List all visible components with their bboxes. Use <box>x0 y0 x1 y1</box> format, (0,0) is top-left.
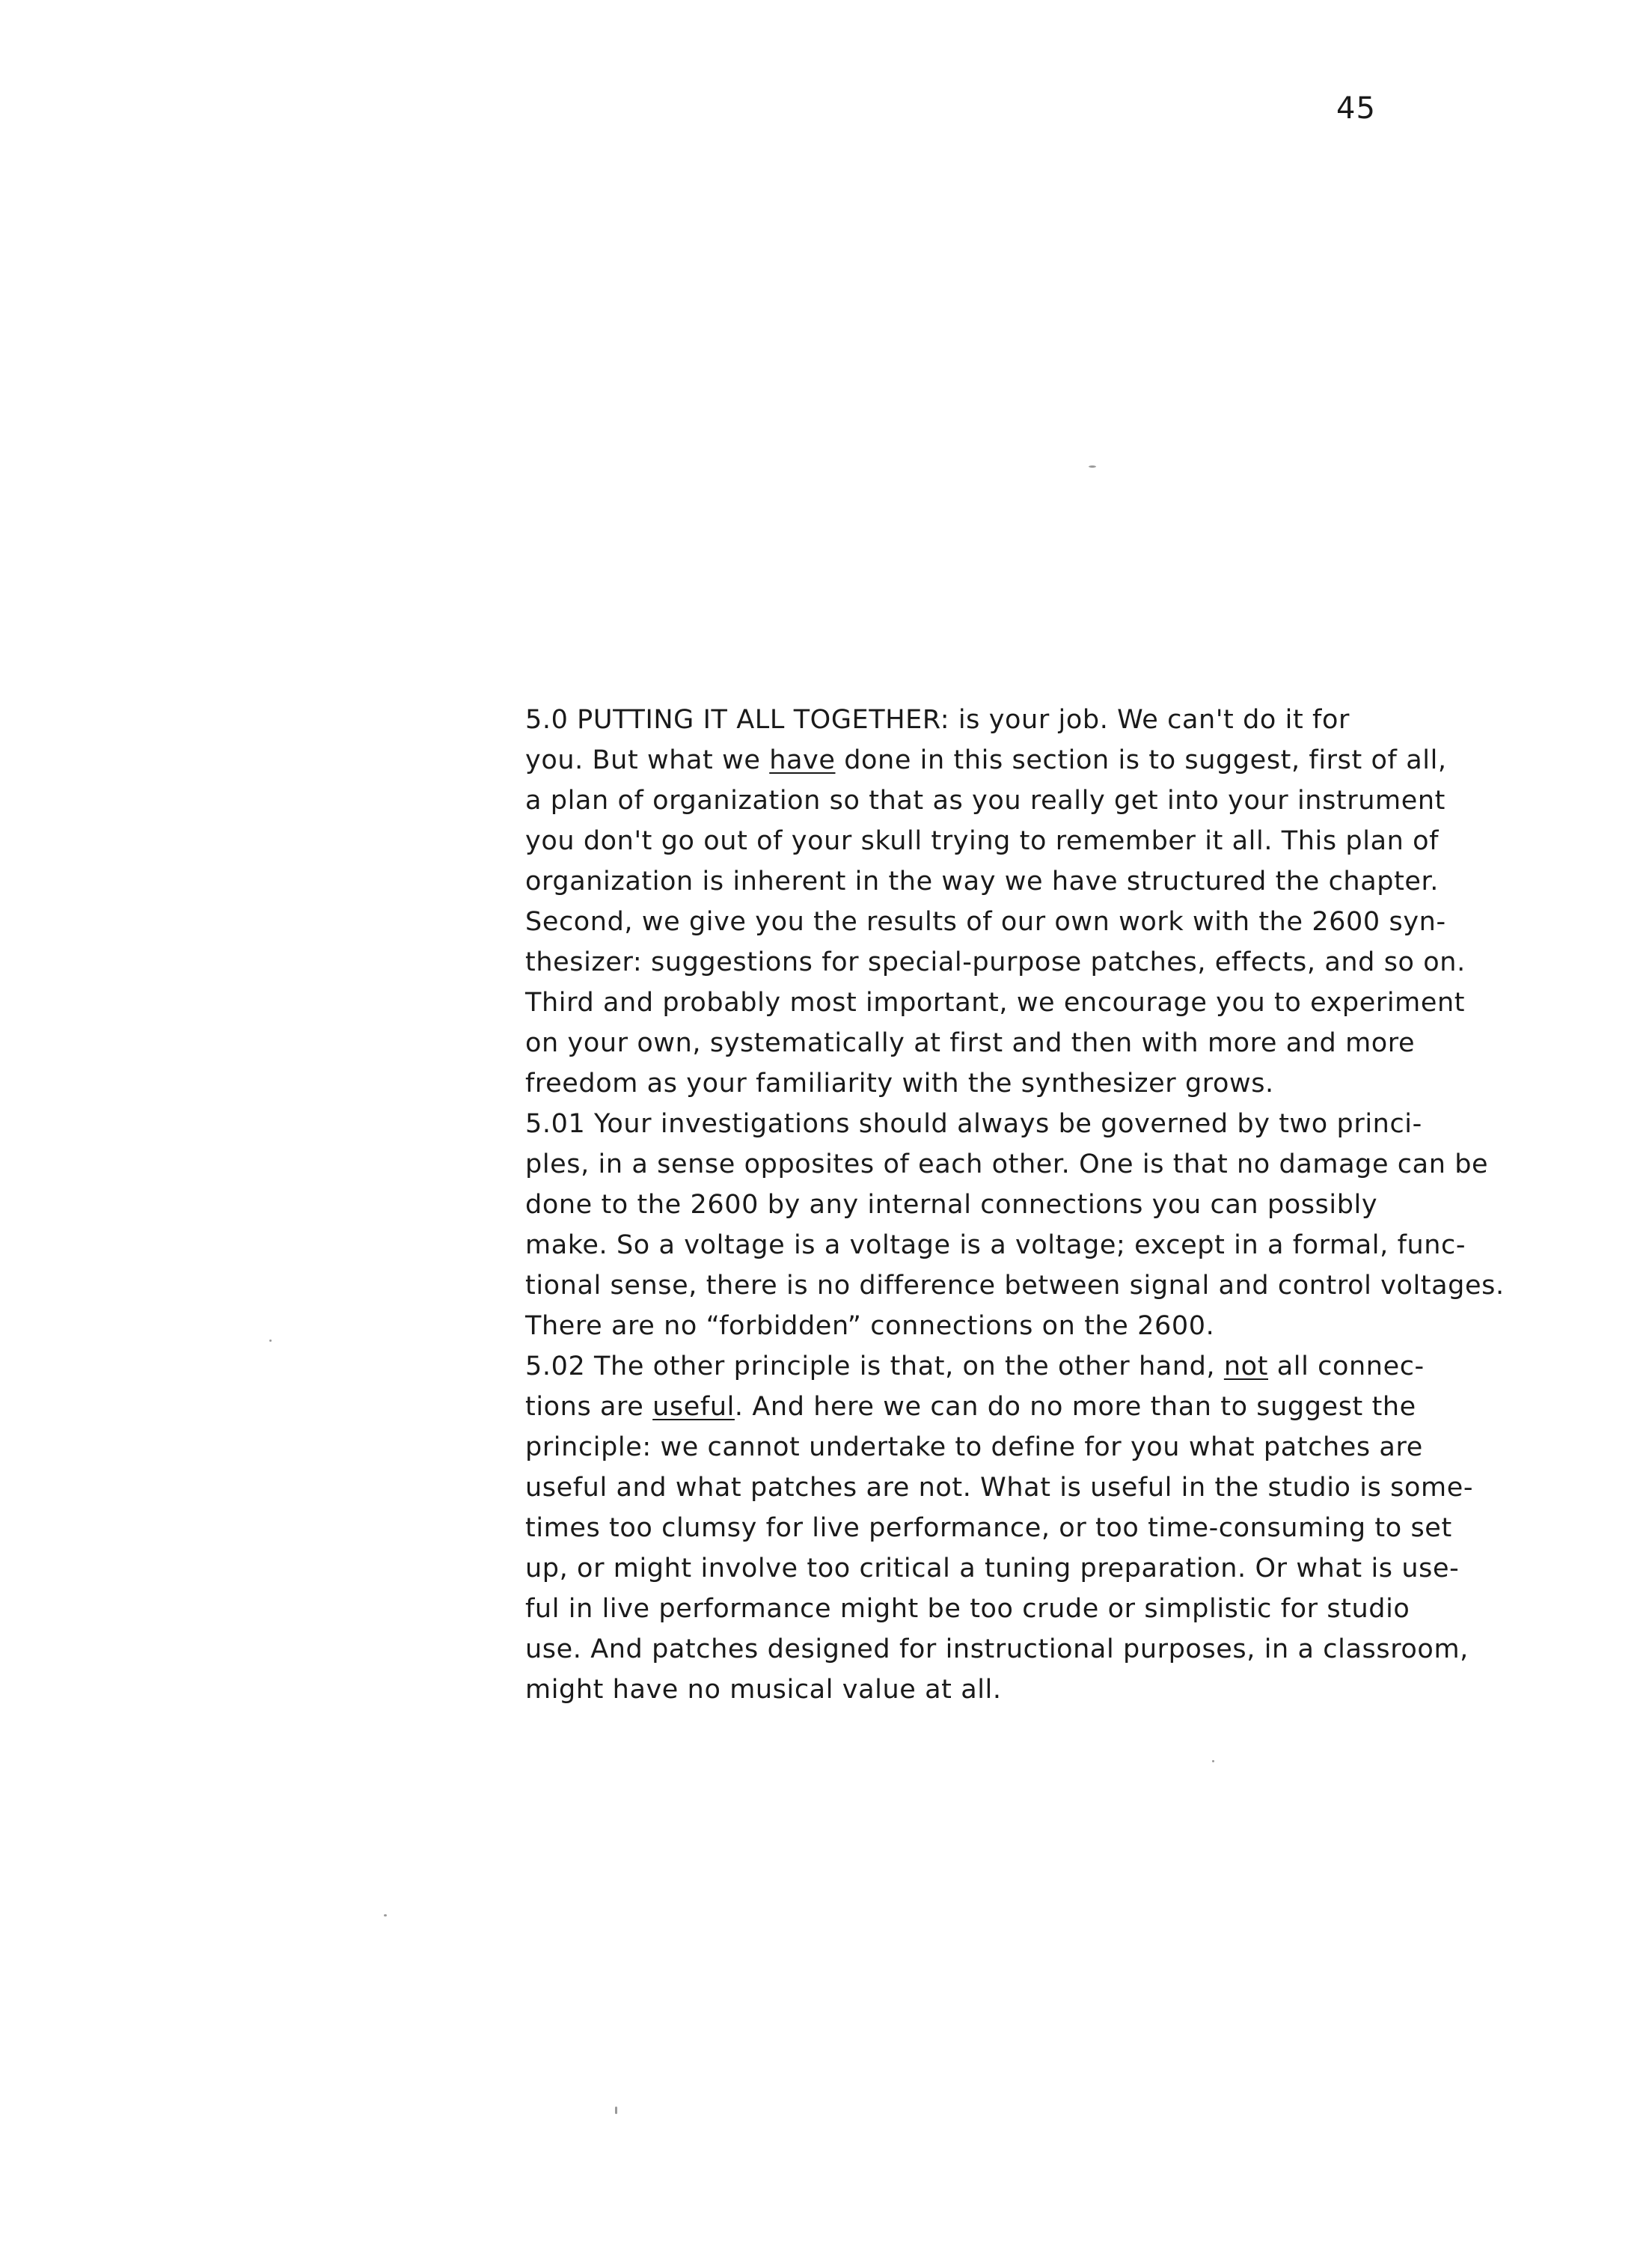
text-run: you don't go out of your skull trying to remember it all. This plan of <box>525 826 1440 856</box>
underlined-word: useful <box>652 1392 735 1422</box>
text-run: 5.0 PUTTING IT ALL TOGETHER: is your job. We can't do it for <box>525 705 1350 735</box>
text-line <box>525 1185 1490 1225</box>
text-line <box>525 740 1490 781</box>
body-text <box>525 700 1505 1710</box>
text-line <box>525 1346 1490 1387</box>
text-run: principle: we cannot undertake to define for you what patches are <box>525 1432 1423 1462</box>
text-run: use. And patches designed for instructional purposes, in a classroom, <box>525 1634 1469 1664</box>
text-run: ples, in a sense opposites of each other. One is that no damage can be <box>525 1149 1489 1179</box>
text-line <box>525 1144 1490 1185</box>
text-line <box>525 1589 1490 1629</box>
text-run: make. So a voltage is a voltage is a voltage; except in a formal, func- <box>525 1230 1466 1260</box>
text-line <box>525 1387 1490 1427</box>
text-run: 5.01 Your investigations should always be governed by two princi- <box>525 1109 1422 1139</box>
text-run: done in this section is to suggest, first of all, <box>835 745 1447 775</box>
text-run: you. But what we <box>525 745 770 775</box>
text-line <box>525 1629 1490 1670</box>
text-run: tions are <box>525 1392 653 1422</box>
text-run: times too clumsy for live performance, or too time-consuming to set <box>525 1513 1452 1543</box>
text-run: thesizer: suggestions for special-purpose patches, effects, and so on. <box>525 947 1466 977</box>
text-run: Second, we give you the results of our own work with the 2600 syn- <box>525 907 1446 937</box>
scan-speck <box>384 1914 387 1916</box>
text-line <box>525 983 1490 1023</box>
text-line <box>525 902 1490 942</box>
text-run: useful and what patches are not. What is useful in the studio is some- <box>525 1473 1474 1503</box>
text-run: freedom as your familiarity with the synthesizer grows. <box>525 1069 1274 1099</box>
text-line <box>525 1508 1490 1548</box>
text-run: up, or might involve too critical a tuning preparation. Or what is use- <box>525 1554 1460 1583</box>
text-run: tional sense, there is no difference between signal and control voltages. <box>525 1271 1505 1301</box>
text-line <box>525 1670 1490 1710</box>
text-run: organization is inherent in the way we have structured the chapter. <box>525 867 1440 897</box>
text-line <box>525 1427 1490 1467</box>
text-run: Third and probably most important, we encourage you to experiment <box>525 988 1466 1018</box>
text-line <box>525 1023 1490 1063</box>
scan-speck <box>615 2107 617 2114</box>
scan-speck <box>1212 1760 1214 1762</box>
text-line <box>525 861 1490 902</box>
text-run: might have no musical value at all. <box>525 1675 1002 1705</box>
text-run: done to the 2600 by any internal connections you can possibly <box>525 1190 1378 1220</box>
text-line <box>525 781 1490 821</box>
text-line <box>525 1548 1490 1589</box>
text-line <box>525 1467 1490 1508</box>
page-number: 45 <box>1336 91 1376 126</box>
text-run: a plan of organization so that as you really get into your instrument <box>525 786 1446 816</box>
text-line <box>525 700 1490 740</box>
text-line <box>525 1063 1490 1104</box>
text-line <box>525 1306 1490 1346</box>
underlined-word: not <box>1223 1351 1268 1381</box>
text-run: ful in live performance might be too crude or simplistic for studio <box>525 1594 1410 1624</box>
text-run: 5.02 The other principle is that, on the other hand, <box>525 1351 1224 1381</box>
text-line <box>525 1265 1505 1306</box>
text-run: on your own, systematically at first and then with more and more <box>525 1028 1416 1058</box>
text-run: all connec- <box>1268 1351 1425 1381</box>
text-line <box>525 821 1490 861</box>
scan-speck <box>269 1340 272 1342</box>
underlined-word: have <box>769 745 836 775</box>
scan-speck <box>1089 465 1096 468</box>
text-line <box>525 1225 1490 1265</box>
text-line <box>525 1104 1490 1144</box>
text-line <box>525 942 1490 983</box>
text-run: . And here we can do no more than to suggest the <box>734 1392 1416 1422</box>
text-run: There are no “forbidden” connections on the 2600. <box>525 1311 1215 1341</box>
